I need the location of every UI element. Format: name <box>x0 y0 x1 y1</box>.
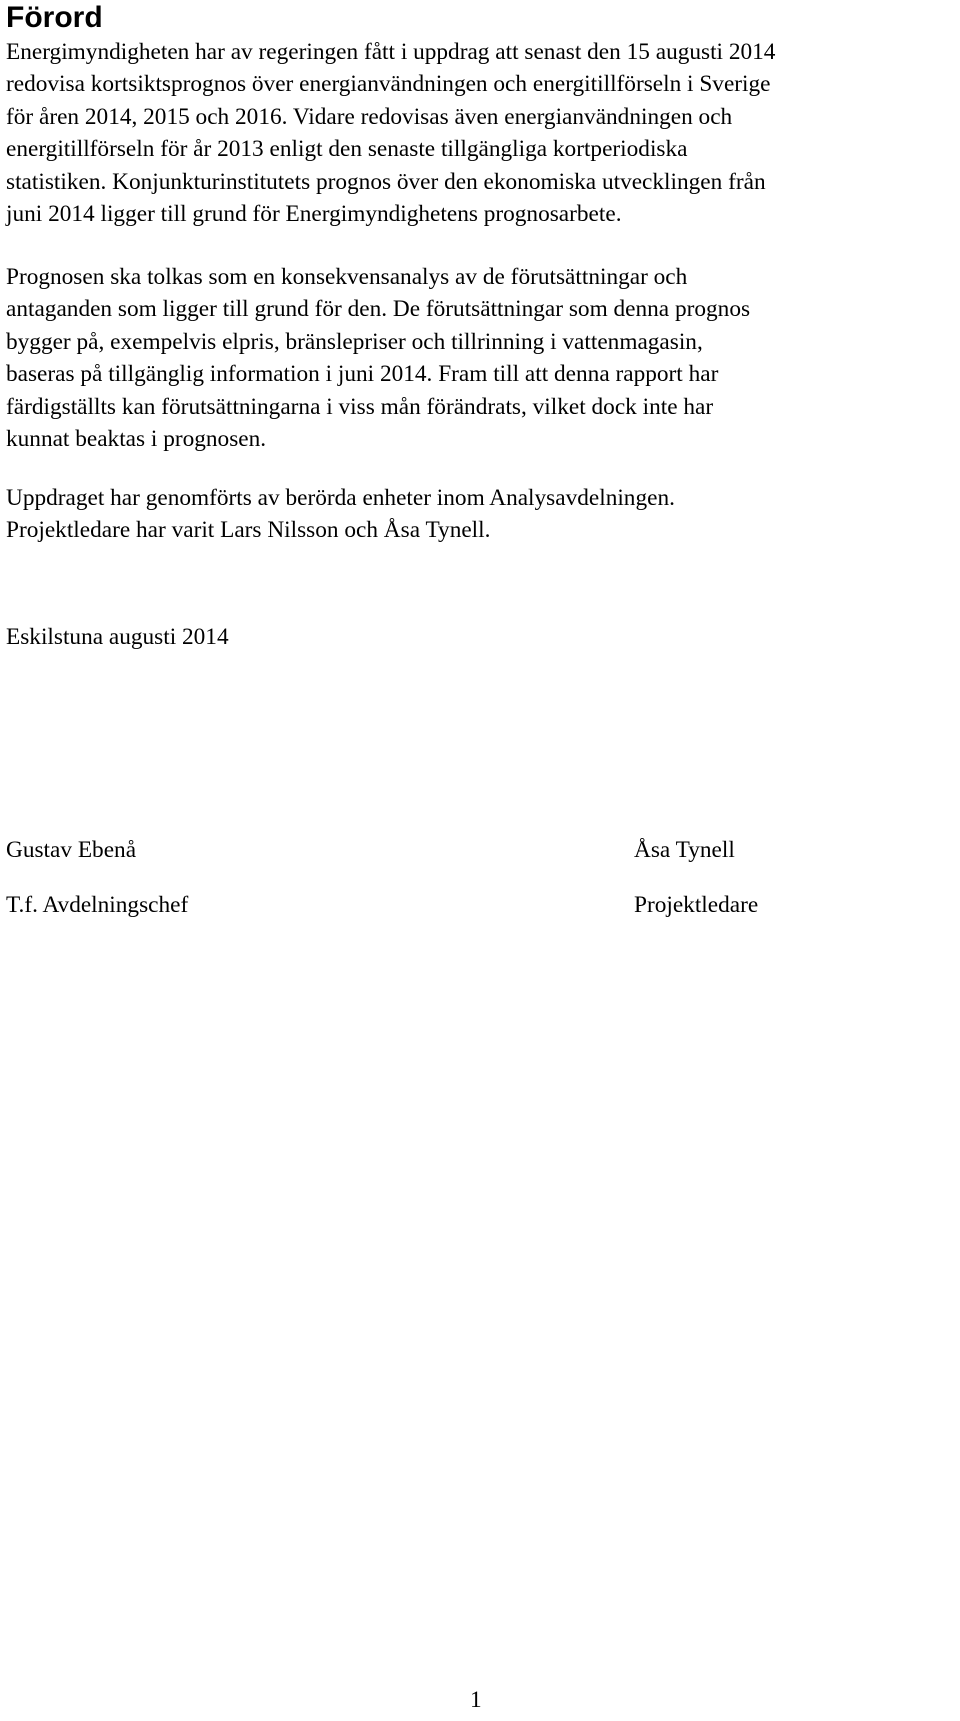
signatory-title: Projektledare <box>634 892 759 918</box>
signatory-name: Gustav Ebenå <box>6 837 137 863</box>
paragraph-assignment: Energimyndigheten har av regeringen fått i uppdrag att senast den 15 augusti 2014 redovisa kortsiktsprognos över energianvändningen och energitillförseln i Sverige för åren 2014, 2015 och 2016. Vidare redovisas även energianvändningen och energitillförseln för år 2013 enligt den senaste tillgängliga kortperiodiska statistiken. Konjunkturinstitutets prognos över den ekonomiska utvecklingen från juni 2014 ligger till grund för Energimyndighetens prognosarbete. <box>6 39 776 228</box>
signatory-title: T.f. Avdelningschef <box>6 892 189 918</box>
page-number: 1 <box>470 1687 482 1713</box>
place-and-date: Eskilstuna augusti 2014 <box>6 624 229 650</box>
signatory-name: Åsa Tynell <box>634 837 735 863</box>
paragraph-project: Uppdraget har genomförts av berörda enheter inom Analysavdelningen. Projektledare har varit Lars Nilsson och Åsa Tynell. <box>6 485 675 544</box>
paragraph-interpretation: Prognosen ska tolkas som en konsekvensanalys av de förutsättningar och antaganden som ligger till grund för den. De förutsättningar som denna prognos bygger på, exempelvis elpris, bränslepriser och tillrinning i vattenmagasin, baseras på tillgänglig information i juni 2014. Fram till att denna rapport har färdigställts kan förutsättningarna i viss mån förändrats, vilket dock inte har kunnat beaktas i prognosen. <box>6 264 751 453</box>
page-title: Förord <box>6 1 103 34</box>
